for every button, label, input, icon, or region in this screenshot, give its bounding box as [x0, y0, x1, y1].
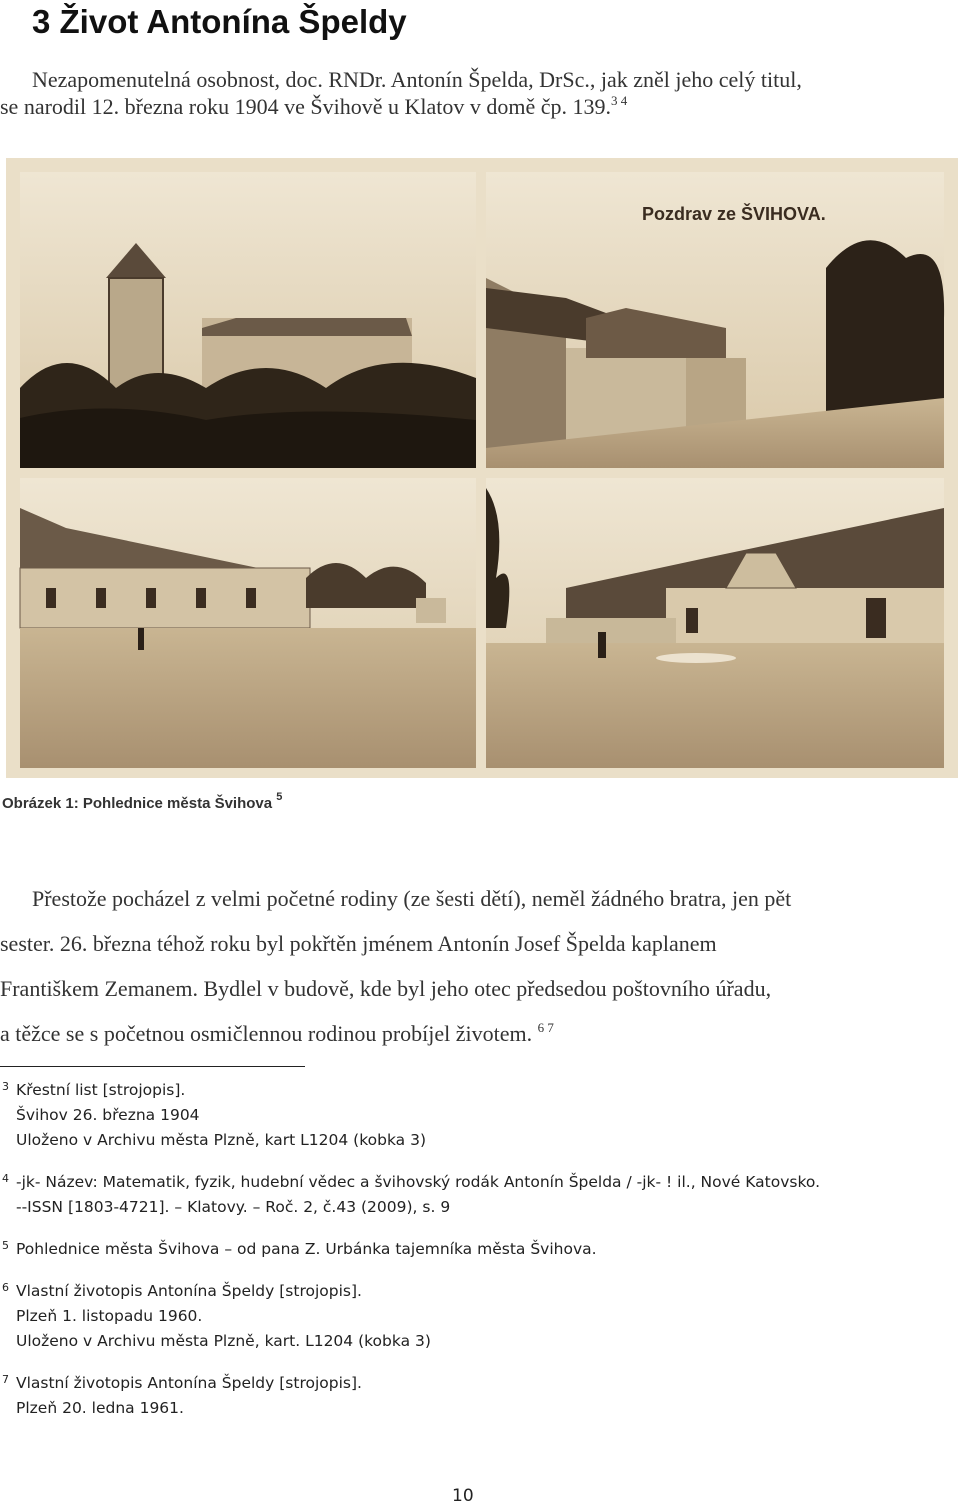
- figure-caption-text: Obrázek 1: Pohlednice města Švihova: [2, 795, 273, 812]
- intro-line-1: Nezapomenutelná osobnost, doc. RNDr. Antonín Špelda, DrSc., jak zněl jeho celý titul,: [32, 67, 802, 92]
- footnote-ref-5[interactable]: 5: [276, 791, 283, 803]
- footnote-number: 7: [2, 1373, 9, 1386]
- footnote-line: Uloženo v Archivu města Plzně, kart. L1204 (kobka 3): [16, 1332, 431, 1350]
- body-line-1: Přestože pocházel z velmi početné rodiny (ze šesti dětí), neměl žádného bratra, jen pět: [32, 886, 792, 911]
- footnote-line: Švihov 26. března 1904: [16, 1106, 200, 1124]
- footnotes: [2, 1078, 922, 1438]
- postcard-title: Pozdrav ze ŠVIHOVA.: [642, 204, 826, 224]
- footnote-3: [2, 1078, 922, 1153]
- footnote-7: [2, 1371, 922, 1421]
- body-paragraph: [0, 876, 924, 1056]
- photo-town-square-right: [486, 478, 944, 768]
- photo-tower-church: [20, 172, 476, 468]
- body-line-4-text: a těžce se s početnou osmičlennou rodinou probíjel životem.: [0, 1021, 533, 1046]
- footnote-number: 3: [2, 1080, 9, 1093]
- footnote-line: Pohlednice města Švihova – od pana Z. Urbánka tajemníka města Švihova.: [16, 1240, 597, 1258]
- footnote-line: Křestní list [strojopis].: [16, 1081, 186, 1099]
- footnote-line: Uloženo v Archivu města Plzně, kart L1204 (kobka 3): [16, 1131, 426, 1149]
- footnote-line: --ISSN [1803-4721]. – Klatovy. – Roč. 2, č.43 (2009), s. 9: [16, 1198, 451, 1216]
- intro-line-2-text: se narodil 12. března roku 1904 ve Švihově u Klatov v domě čp. 139.: [0, 94, 611, 119]
- intro-paragraph: [0, 66, 924, 120]
- footnote-separator: [0, 1066, 305, 1067]
- footnote-5: [2, 1237, 922, 1262]
- footnote-number: 4: [2, 1172, 9, 1185]
- footnote-number: 5: [2, 1239, 9, 1252]
- chapter-heading: 3 Život Antonína Špeldy: [32, 3, 407, 40]
- postcard-photo-collage: [6, 158, 958, 778]
- photo-street-view: [486, 172, 944, 468]
- postcard-image: [6, 158, 958, 778]
- footnote-line: Plzeň 1. listopadu 1960.: [16, 1307, 203, 1325]
- body-line-3: Františkem Zemanem. Bydlel v budově, kde byl jeho otec předsedou poštovního úřadu,: [0, 976, 772, 1001]
- figure-caption: [2, 791, 283, 812]
- footnote-6: [2, 1279, 922, 1354]
- footnote-line: Vlastní životopis Antonína Špeldy [strojopis].: [16, 1374, 362, 1392]
- page-number: 10: [452, 1486, 474, 1506]
- footnote-ref-6-7[interactable]: 6 7: [537, 1020, 554, 1035]
- intro-line-2: [0, 93, 924, 120]
- photo-town-square-left: [20, 478, 476, 768]
- footnote-number: 6: [2, 1281, 9, 1294]
- body-line-4: [0, 1011, 924, 1056]
- body-line-2: sester. 26. března téhož roku byl pokřtěn jménem Antonín Josef Špelda kaplanem: [0, 931, 717, 956]
- footnote-line: -jk- Název: Matematik, fyzik, hudební vědec a švihovský rodák Antonín Špelda / -jk- ! il., Nové Katovsko.: [16, 1173, 821, 1191]
- footnote-line: Vlastní životopis Antonína Špeldy [strojopis].: [16, 1282, 362, 1300]
- footnote-line: Plzeň 20. ledna 1961.: [16, 1399, 184, 1417]
- footnote-4: [2, 1170, 922, 1220]
- footnote-ref-3-4[interactable]: 3 4: [610, 93, 628, 108]
